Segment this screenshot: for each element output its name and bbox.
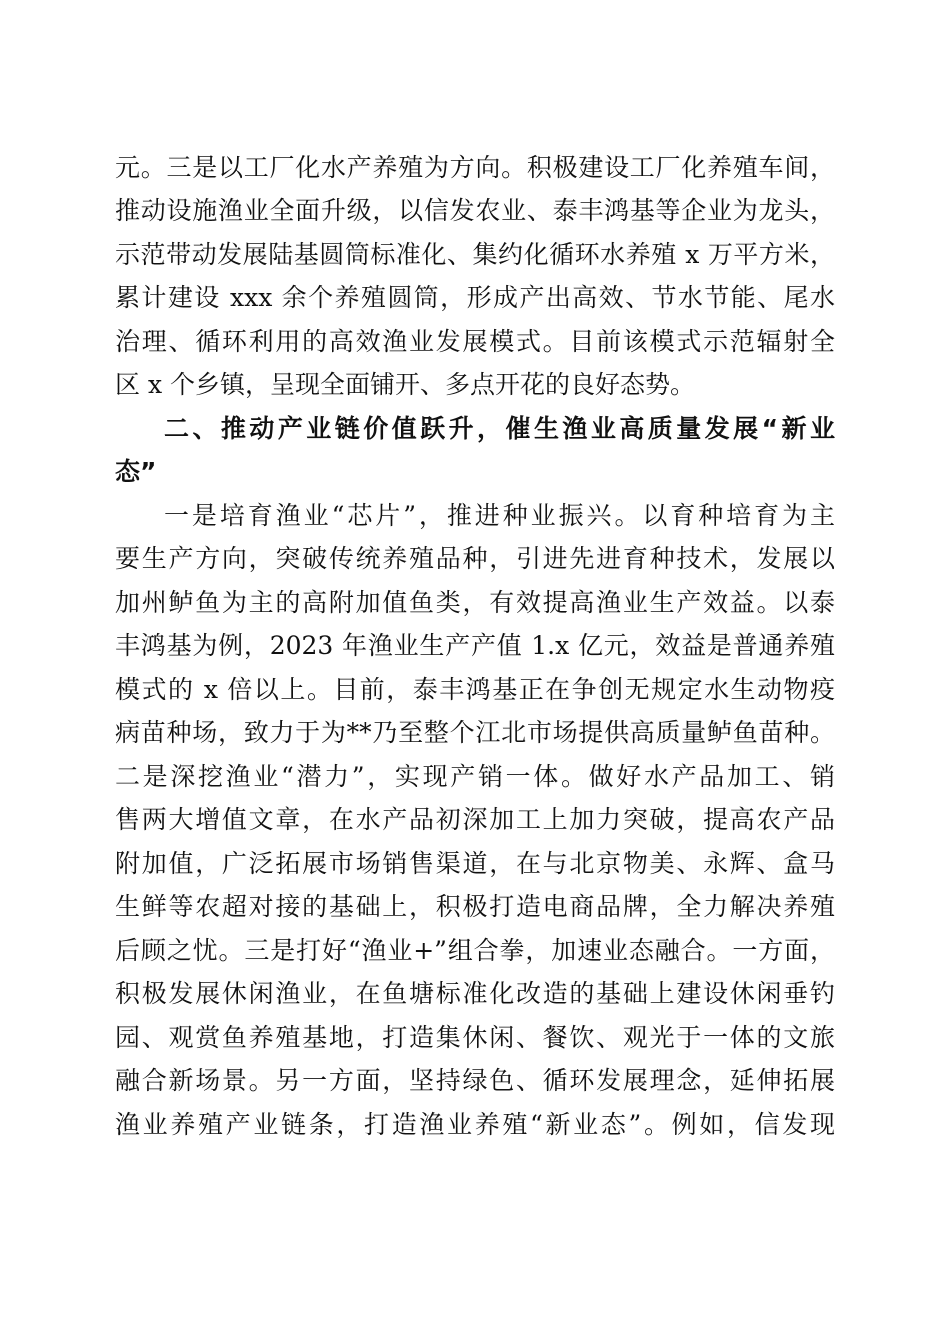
body-line: 区 x 个乡镇，呈现全面铺开、多点开花的良好态势。 (115, 370, 695, 399)
section-heading-continued: 态” (115, 457, 157, 486)
body-line: 一是培育渔业“芯片”，推进种业振兴。以育种培育为主 (164, 501, 835, 530)
body-line: 生鲜等农超对接的基础上，积极打造电商品牌，全力解决养殖 (115, 892, 835, 921)
body-line: 累计建设 xxx 余个养殖圆筒，形成产出高效、节水节能、尾水 (115, 283, 835, 312)
body-line: 加州鲈鱼为主的高附加值鱼类，有效提高渔业生产效益。以泰 (115, 588, 835, 617)
body-line: 丰鸿基为例，2023 年渔业生产产值 1.x 亿元，效益是普通养殖 (115, 631, 835, 660)
body-line: 融合新场景。另一方面，坚持绿色、循环发展理念，延伸拓展 (115, 1066, 835, 1095)
body-line: 附加值，广泛拓展市场销售渠道，在与北京物美、永辉、盒马 (115, 849, 835, 878)
body-line: 园、观赏鱼养殖基地，打造集休闲、餐饮、观光于一体的文旅 (115, 1023, 835, 1052)
body-line: 模式的 x 倍以上。目前，泰丰鸿基正在争创无规定水生动物疫 (115, 675, 835, 704)
body-line: 后顾之忧。三是打好“渔业+”组合拳，加速业态融合。一方面， (115, 936, 835, 965)
body-line: 积极发展休闲渔业，在鱼塘标准化改造的基础上建设休闲垂钓 (115, 979, 835, 1008)
section-heading: 二、推动产业链价值跃升，催生渔业高质量发展“新业 (164, 414, 835, 443)
body-line: 示范带动发展陆基圆筒标准化、集约化循环水养殖 x 万平方米， (115, 240, 835, 269)
body-line: 病苗种场，致力于为**乃至整个江北市场提供高质量鲈鱼苗种。 (115, 718, 835, 747)
body-line: 二是深挖渔业“潜力”，实现产销一体。做好水产品加工、销 (115, 762, 835, 791)
body-line: 售两大增值文章，在水产品初深加工上加力突破，提高农产品 (115, 805, 835, 834)
body-line: 渔业养殖产业链条，打造渔业养殖“新业态”。例如，信发现 (115, 1110, 835, 1139)
body-line: 元。三是以工厂化水产养殖为方向。积极建设工厂化养殖车间， (115, 153, 835, 182)
body-line: 推动设施渔业全面升级，以信发农业、泰丰鸿基等企业为龙头， (115, 196, 835, 225)
body-line: 治理、循环利用的高效渔业发展模式。目前该模式示范辐射全 (115, 327, 835, 356)
body-line: 要生产方向，突破传统养殖品种，引进先进育种技术，发展以 (115, 544, 835, 573)
